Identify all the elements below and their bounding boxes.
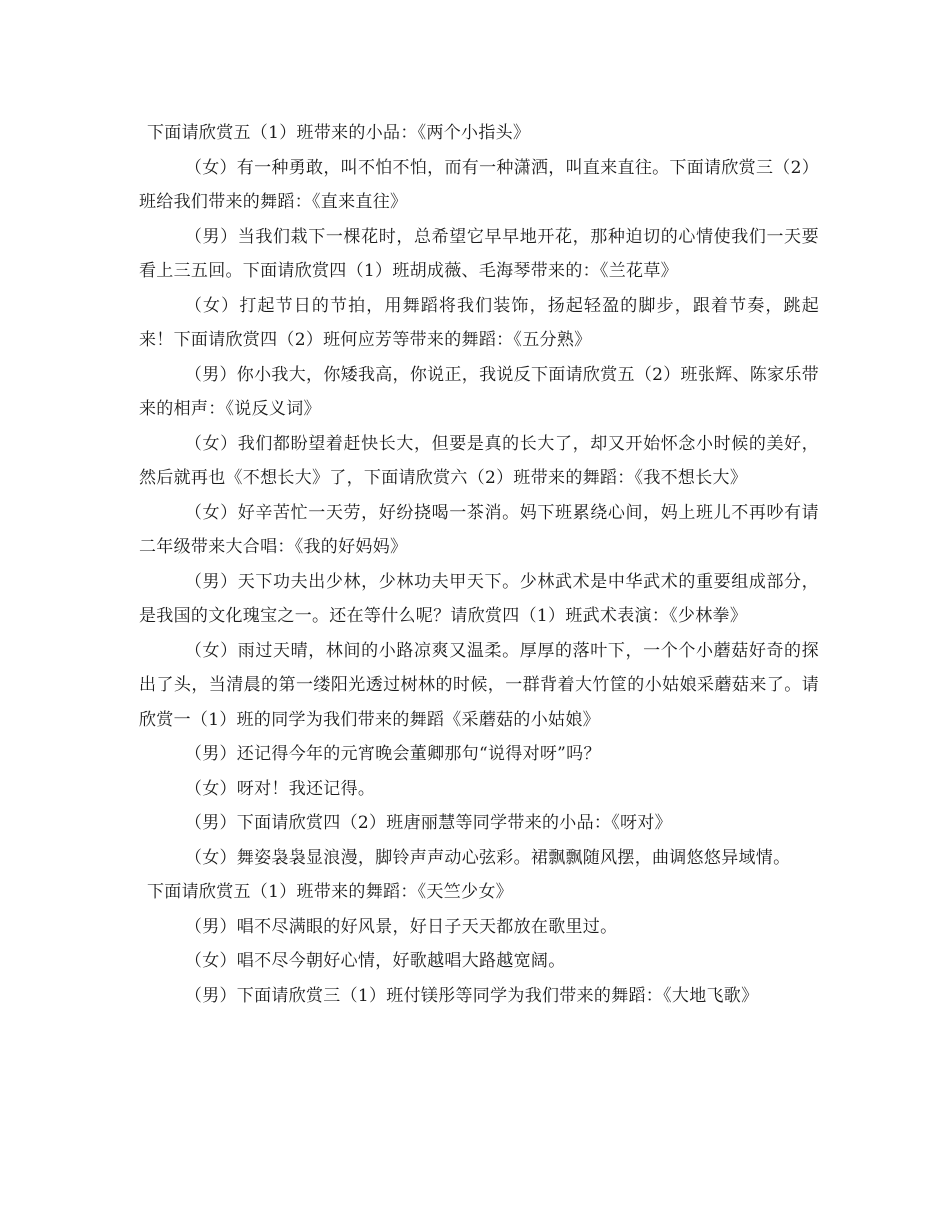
paragraph: （男）还记得今年的元宵晚会董卿那句“说得对呀”吗？ (184, 744, 601, 764)
paragraph: （女）我们都盼望着赶快长大，但要是真的长大了，却又开始怀念小时候的美好，然后就再也《不想长大》了，下面请欣赏六（2）班带来的舞蹈：《我不想长大》 (139, 433, 819, 488)
paragraph: （女）好辛苦忙一天劳，好纷挠喝一茶消。妈下班累绕心间，妈上班儿不再吵有请二年级带来大合唱：《我的好妈妈》 (139, 502, 819, 557)
paragraph: （女）有一种勇敢，叫不怕不怕，而有一种潇洒，叫直来直往。下面请欣赏三（2）班给我们带来的舞蹈：《直来直往》 (139, 157, 819, 212)
paragraph: （女）呀对！我还记得。 (184, 778, 376, 799)
paragraph: 下面请欣赏五（1）班带来的小品：《两个小指头》 (147, 123, 531, 143)
paragraph: （女）打起节日的节拍，用舞蹈将我们装饰，扬起轻盈的脚步，跟着节奏，跳起来！下面请欣赏四（2）班何应芳等带来的舞蹈：《五分熟》 (139, 295, 819, 350)
paragraph: （男）当我们栽下一棵花时，总希望它早早地开花，那种迫切的心情使我们一天要看上三五回。下面请欣赏四（1）班胡成薇、毛海琴带来的：《兰花草》 (139, 226, 819, 281)
paragraph: （男）下面请欣赏四（2）班唐丽慧等同学带来的小品：《呀对》 (184, 813, 672, 833)
paragraph: （男）天下功夫出少林，少林功夫甲天下。少林武术是中华武术的重要组成部分，是我国的文化瑰宝之一。还在等什么呢？请欣赏四（1）班武术表演：《少林拳》 (139, 571, 819, 626)
paragraph: （女）雨过天晴，林间的小路凉爽又温柔。厚厚的落叶下，一个个小蘑菇好奇的探出了头，当清晨的第一缕阳光透过树林的时候，一群背着大竹筐的小姑娘采蘑菇来了。请欣赏一（1）班的同学为我们带来的舞蹈《采蘑菇的小姑娘》 (139, 640, 819, 730)
paragraph: （男）唱不尽满眼的好风景，好日子天天都放在歌里过。 (184, 916, 618, 937)
paragraph: （男）下面请欣赏三（1）班付镁彤等同学为我们带来的舞蹈：《大地飞歌》 (184, 985, 759, 1006)
paragraph: （男）你小我大，你矮我高，你说正，我说反下面请欣赏五（2）班张辉、陈家乐带来的相声：《说反义词》 (139, 364, 819, 419)
document-body (139, 116, 819, 1013)
paragraph: 下面请欣赏五（1）班带来的舞蹈：《天竺少女》 (147, 882, 513, 902)
paragraph: （女）舞姿袅袅显浪漫，脚铃声声动心弦彩。裙飘飘随风摆，曲调悠悠异域情。 (184, 847, 791, 868)
paragraph: （女）唱不尽今朝好心情，好歌越唱大路越宽阔。 (184, 951, 566, 971)
